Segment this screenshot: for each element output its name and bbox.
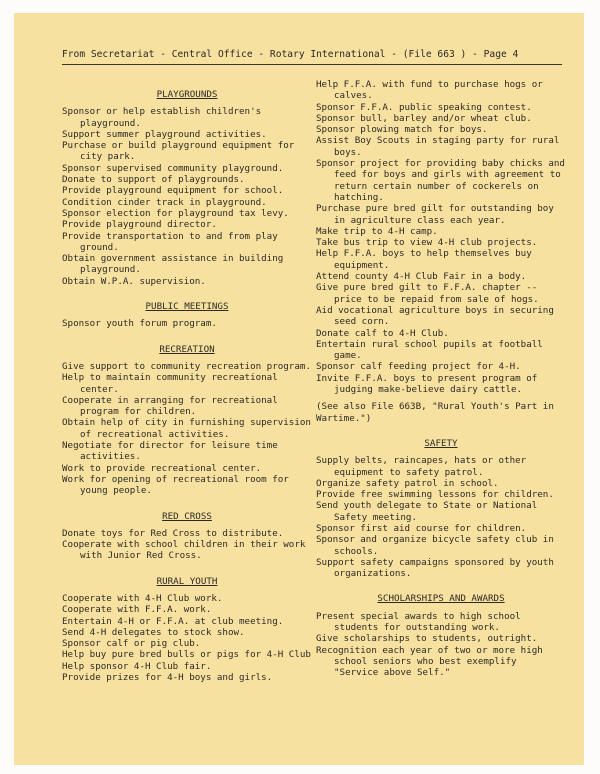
scholarships-list bbox=[316, 611, 566, 679]
left-column bbox=[62, 85, 312, 683]
section-heading-public-meetings: PUBLIC MEETINGS bbox=[145, 301, 229, 313]
red-cross-list bbox=[62, 528, 312, 562]
rural-youth-continued-list bbox=[316, 79, 566, 395]
list-item: Give support to community recreation program. bbox=[62, 360, 311, 372]
list-item: Sponsor supervised community playground. bbox=[62, 162, 284, 174]
list-item: Cooperate with school children in their work with Junior Red Cross. bbox=[62, 539, 306, 562]
list-item: Sponsor first aid course for children. bbox=[316, 522, 527, 534]
public-meetings-list bbox=[62, 318, 312, 329]
list-item: Sponsor or help establish children's playground. bbox=[62, 106, 262, 129]
list-item: Provide transportation to and from play ground. bbox=[62, 230, 278, 253]
playgrounds-list bbox=[62, 106, 312, 287]
list-item: Provide prizes for 4-H boys and girls. bbox=[62, 672, 273, 684]
list-item: Aid vocational agriculture boys in securing seed corn. bbox=[316, 304, 554, 328]
list-item: Sponsor plowing match for boys. bbox=[316, 124, 488, 136]
list-item: Provide free swimming lessons for children. bbox=[316, 489, 554, 501]
header-rule bbox=[62, 64, 562, 65]
list-item: Obtain W.P.A. supervision. bbox=[62, 275, 206, 287]
list-item: Help buy pure bred bulls or pigs for 4-H Club bbox=[62, 649, 311, 661]
list-item: Entertain rural school pupils at football game. bbox=[316, 338, 543, 362]
safety-list bbox=[316, 455, 566, 579]
list-item: Sponsor F.F.A. public speaking contest. bbox=[316, 101, 532, 113]
see-also-note: (See also File 663B, "Rural Youth's Part in Wartime.") bbox=[316, 401, 554, 424]
list-item: Help F.F.A. with fund to purchase hogs or calves. bbox=[316, 79, 543, 102]
list-item: Make trip to 4-H camp. bbox=[316, 225, 438, 237]
list-item: Help to maintain community recreational center. bbox=[62, 372, 278, 395]
list-item: Help sponsor 4-H Club fair. bbox=[62, 660, 212, 672]
list-item: Donate toys for Red Cross to distribute. bbox=[62, 527, 284, 539]
list-item: Give pure bred gilt to F.F.A. chapter -- price to be repaid from sale of hogs. bbox=[316, 282, 539, 305]
list-item: Provide playground equipment for school. bbox=[62, 185, 284, 197]
list-item: Sponsor election for playground tax levy. bbox=[62, 207, 289, 219]
list-item: Give scholarships to students, outright. bbox=[316, 633, 538, 645]
list-item: Donate to support of playgrounds. bbox=[62, 174, 245, 186]
list-item: Send youth delegate to State or National Safety meeting. bbox=[316, 500, 538, 523]
list-item: Donate calf to 4-H Club. bbox=[316, 327, 449, 339]
list-item: Obtain help of city in furnishing supervision of recreational activities. bbox=[62, 417, 311, 440]
page-header: From Secretariat - Central Office - Rotary International - (File 663 ) - Page 4 bbox=[62, 49, 519, 60]
section-heading-red-cross: RED CROSS bbox=[162, 510, 212, 522]
list-item: Invite F.F.A. boys to present program of judging make-believe dairy cattle. bbox=[316, 372, 538, 396]
section-heading-rural-youth: RURAL YOUTH bbox=[156, 575, 218, 587]
list-item: Send 4-H delegates to stock show. bbox=[62, 626, 245, 638]
list-item: Obtain government assistance in building playground. bbox=[62, 253, 284, 276]
list-item: Help F.F.A. boys to help themselves buy equipment. bbox=[316, 248, 532, 271]
list-item: Purchase or build playground equipment for city park. bbox=[62, 140, 295, 163]
list-item: Recognition each year of two or more high school seniors who best exemplify "Service above Self." bbox=[316, 644, 543, 679]
section-heading-playgrounds: PLAYGROUNDS bbox=[156, 89, 218, 100]
list-item: Work to provide recreational center. bbox=[62, 462, 262, 474]
list-item: Support safety campaigns sponsored by youth organizations. bbox=[316, 556, 554, 580]
list-item: Entertain 4-H or F.F.A. at club meeting. bbox=[62, 615, 284, 627]
recreation-list bbox=[62, 361, 312, 497]
rural-youth-list bbox=[62, 593, 312, 683]
list-item: Cooperate with F.F.A. work. bbox=[62, 604, 212, 616]
section-heading-scholarships: SCHOLARSHIPS AND AWARDS bbox=[377, 593, 505, 605]
list-item: Attend county 4-H Club Fair in a body. bbox=[316, 271, 527, 283]
list-item: Take bus trip to view 4-H club projects. bbox=[316, 237, 538, 249]
list-item: Support summer playground activities. bbox=[62, 128, 267, 140]
list-item: Purchase pure bred gilt for outstanding boy in agriculture class each year. bbox=[316, 203, 554, 226]
list-item: Negotiate for director for leisure time activities. bbox=[62, 440, 278, 463]
list-item: Sponsor and organize bicycle safety club in schools. bbox=[316, 534, 554, 557]
list-item: Present special awards to high school students for outstanding work. bbox=[316, 610, 521, 634]
list-item: Sponsor bull, barley and/or wheat club. bbox=[316, 112, 532, 124]
right-column bbox=[316, 79, 566, 679]
list-item: Sponsor project for providing baby chicks and feed for boys and girls with agreement to return certain number of cockerels on hatching. bbox=[316, 158, 565, 203]
list-item: Provide playground director. bbox=[62, 219, 217, 231]
list-item: Sponsor calf feeding project for 4-H. bbox=[316, 361, 521, 373]
list-item: Cooperate with 4-H Club work. bbox=[62, 592, 223, 604]
list-item: Sponsor calf or pig club. bbox=[62, 638, 201, 650]
section-heading-safety: SAFETY bbox=[424, 437, 458, 449]
list-item: Supply belts, raincapes, hats or other equipment to safety patrol. bbox=[316, 455, 527, 478]
list-item: Cooperate in arranging for recreational program for children. bbox=[62, 394, 278, 418]
list-item: Organize safety patrol in school. bbox=[316, 477, 499, 489]
list-item: Sponsor youth forum program. bbox=[62, 318, 217, 330]
section-heading-recreation: RECREATION bbox=[159, 343, 215, 355]
list-item: Work for opening of recreational room for young people. bbox=[62, 473, 289, 497]
list-item: Condition cinder track in playground. bbox=[62, 196, 267, 208]
list-item: Assist Boy Scouts in staging party for rural boys. bbox=[316, 135, 560, 158]
